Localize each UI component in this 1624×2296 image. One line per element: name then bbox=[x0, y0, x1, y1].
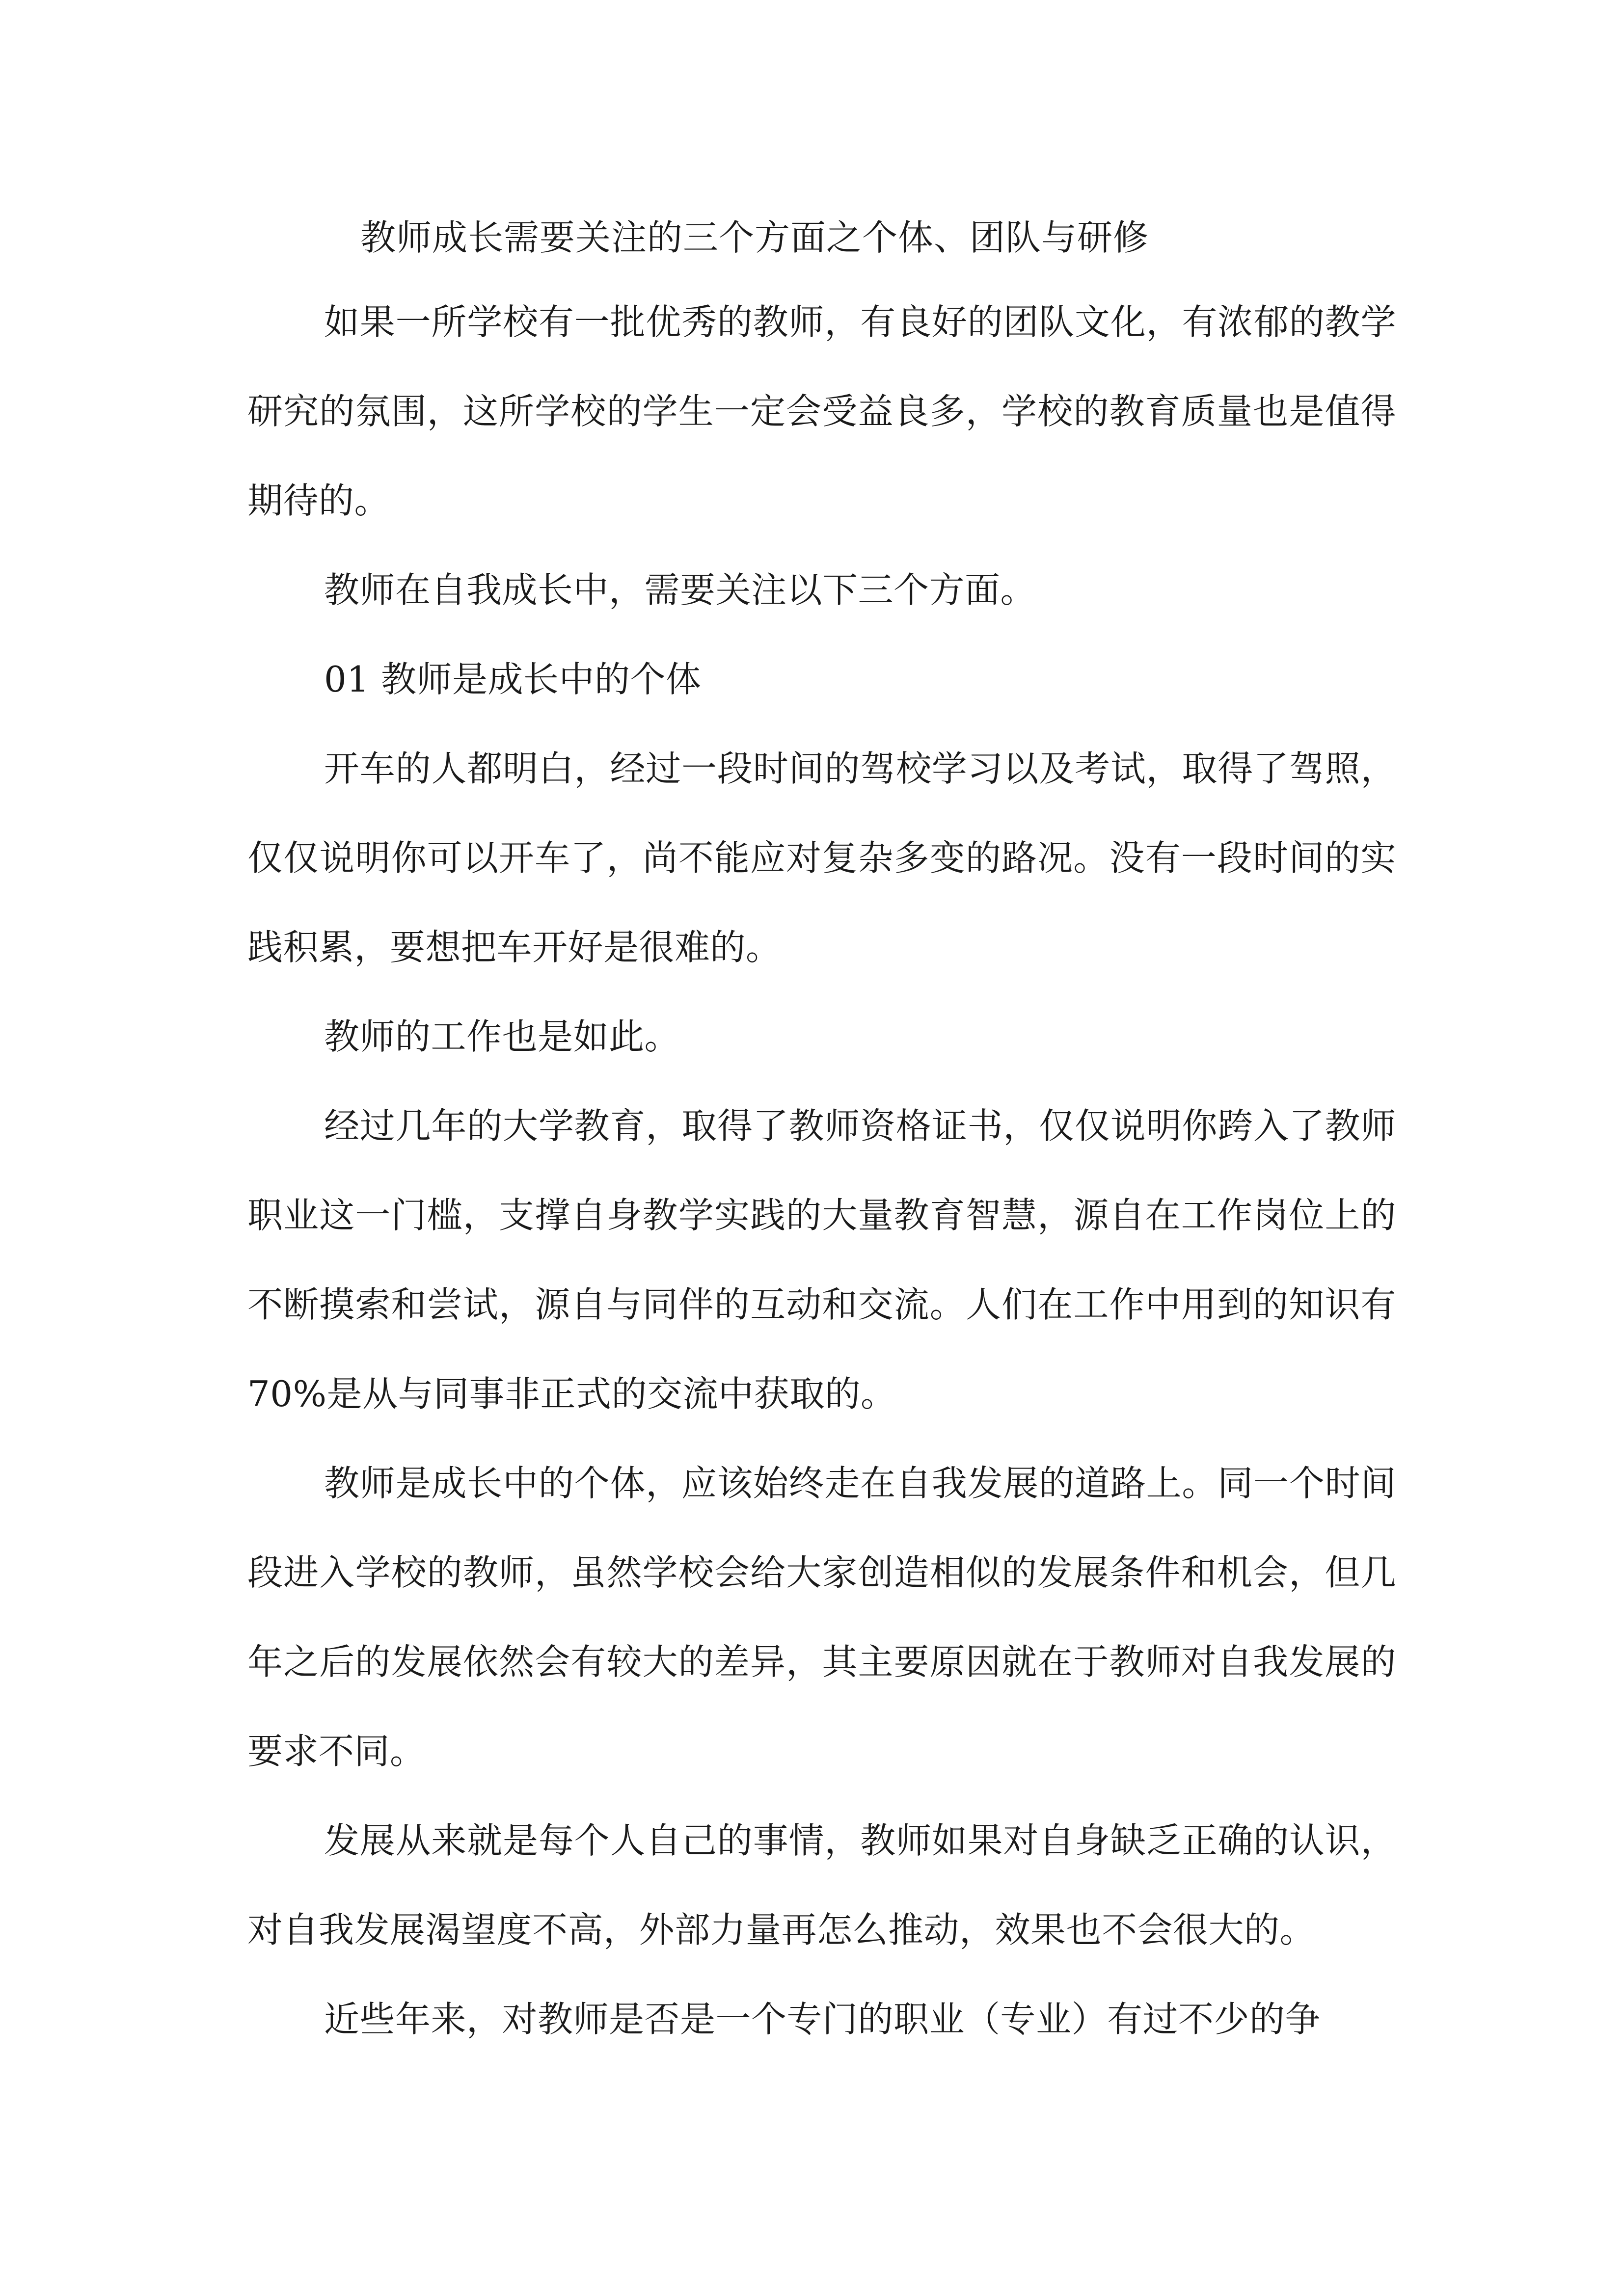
paragraph-intro: 如果一所学校有一批优秀的教师，有良好的团队文化，有浓郁的教学研究的氛围，这所学校的学生一定会受益良多，学校的教育质量也是值得期待的。 bbox=[247, 301, 1396, 521]
document-body bbox=[247, 216, 1396, 2064]
paragraph-growing-individual: 教师是成长中的个体，应该始终走在自我发展的道路上。同一个时间段进入学校的教师，虽然学校会给大家创造相似的发展条件和机会，但几年之后的发展依然会有较大的差异，其主要原因就在于教师对自我发展的要求不同。 bbox=[247, 1463, 1396, 1772]
document-title: 教师成长需要关注的三个方面之个体、团队与研修 bbox=[360, 217, 1149, 258]
paragraph-three-aspects: 教师在自我成长中，需要关注以下三个方面。 bbox=[324, 569, 1036, 611]
paragraph-driving-analogy: 开车的人都明白，经过一段时间的驾校学习以及考试，取得了驾照，仅仅说明你可以开车了，尚不能应对复杂多变的路况。没有一段时间的实践积累，要想把车开好是很难的。 bbox=[247, 748, 1396, 968]
paragraph-self-development: 发展从来就是每个人自己的事情，教师如果对自身缺乏正确的认识，对自我发展渴望度不高，外部力量再怎么推动，效果也不会很大的。 bbox=[247, 1820, 1396, 1950]
paragraph-university-education: 经过几年的大学教育，取得了教师资格证书，仅仅说明你跨入了教师职业这一门槛，支撑自身教学实践的大量教育智慧，源自在工作岗位上的不断摸索和尝试，源自与同伴的互动和交流。人们在工作中用到的知识有 70%是从与同事非正式的交流中获取的。 bbox=[247, 1105, 1396, 1415]
paragraph-profession-debate: 近些年来，对教师是否是一个专门的职业（专业）有过不少的争 bbox=[324, 1999, 1321, 2040]
section-heading-01: 01 教师是成长中的个体 bbox=[324, 659, 702, 700]
paragraph-teacher-work: 教师的工作也是如此。 bbox=[324, 1016, 680, 1057]
